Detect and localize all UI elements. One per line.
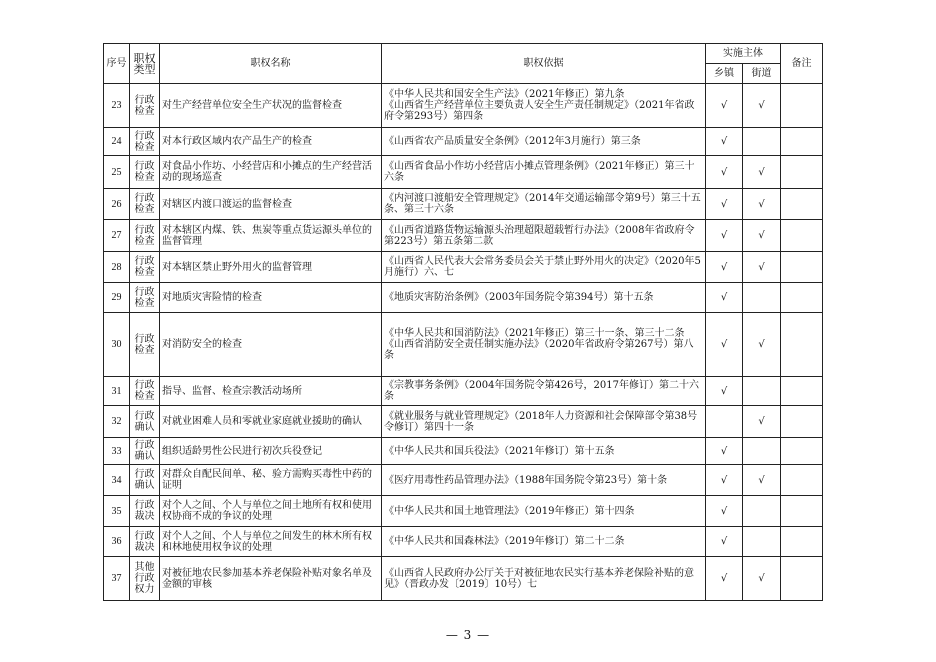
row-remark [781,189,823,220]
row-number: 26 [104,189,130,220]
page-number: — 3 — [445,628,491,642]
row-township-check: √ [706,252,743,283]
row-basis: 《中华人民共和国兵役法》（2021年修订）第十五条 [382,438,706,465]
row-name: 对生产经营单位安全生产状况的监督检查 [160,84,382,128]
row-remark [781,84,823,128]
row-street-check: √ [743,189,781,220]
row-basis: 《医疗用毒性药品管理办法》（1988年国务院令第23号）第十条 [382,465,706,496]
row-basis: 《中华人民共和国森林法》（2019年修订）第二十二条 [382,527,706,557]
row-township-check: √ [706,438,743,465]
table-row [104,406,823,438]
row-remark [781,128,823,156]
row-remark [781,438,823,465]
row-township-check [706,406,743,438]
table-row [104,220,823,252]
row-basis: 《山西省农产品质量安全条例》（2012年3月施行）第三条 [382,128,706,156]
row-basis: 《山西省道路货物运输源头治理超限超载暂行办法》（2008年省政府令第223号）第五条第二款 [382,220,706,252]
row-type: 行政裁决 [130,527,160,557]
row-type: 行政确认 [130,438,160,465]
row-township-check: √ [706,189,743,220]
row-type: 行政检查 [130,313,160,377]
row-number: 24 [104,128,130,156]
row-township-check: √ [706,283,743,313]
header-street: 街道 [743,64,781,84]
row-street-check: √ [743,252,781,283]
row-street-check [743,496,781,527]
row-type: 行政检查 [130,128,160,156]
row-name: 对个人之间、个人与单位之间土地所有权和使用权协商不成的争议的处理 [160,496,382,527]
row-remark [781,313,823,377]
row-street-check [743,377,781,406]
row-street-check: √ [743,156,781,189]
row-basis: 《宗教事务条例》（2004年国务院令第426号，2017年修订）第二十六条 [382,377,706,406]
row-street-check [743,527,781,557]
row-remark [781,496,823,527]
row-number: 36 [104,527,130,557]
row-street-check: √ [743,84,781,128]
row-name: 对本行政区域内农产品生产的检查 [160,128,382,156]
row-name: 对消防安全的检查 [160,313,382,377]
row-street-check [743,283,781,313]
row-type: 行政检查 [130,283,160,313]
table-row [104,313,823,377]
authority-table [103,43,823,601]
row-township-check: √ [706,557,743,601]
header-type: 职权类型 [130,44,160,84]
row-remark [781,465,823,496]
row-type: 行政检查 [130,252,160,283]
table-row [104,252,823,283]
row-name: 对群众自配民间单、秘、验方需购买毒性中药的证明 [160,465,382,496]
row-number: 30 [104,313,130,377]
row-basis: 《山西省人民政府办公厅关于对被征地农民实行基本养老保险补贴的意见》（晋政办发〔2019〕10号）七 [382,557,706,601]
row-type: 行政确认 [130,406,160,438]
table-row [104,465,823,496]
row-type: 行政裁决 [130,496,160,527]
row-name: 对地质灾害险情的检查 [160,283,382,313]
row-number: 28 [104,252,130,283]
row-street-check [743,128,781,156]
row-township-check: √ [706,128,743,156]
row-remark [781,406,823,438]
row-remark [781,377,823,406]
row-street-check: √ [743,220,781,252]
row-street-check: √ [743,313,781,377]
table-row [104,156,823,189]
row-number: 34 [104,465,130,496]
table-row [104,84,823,128]
row-basis: 《中华人民共和国安全生产法》（2021年修正）第九条 《山西省生产经营单位主要负责人安全生产责任制规定》（2021年省政府令第293号）第四条 [382,84,706,128]
row-township-check: √ [706,465,743,496]
table-row [104,438,823,465]
row-type: 行政检查 [130,189,160,220]
table-row [104,189,823,220]
row-township-check: √ [706,156,743,189]
row-township-check: √ [706,220,743,252]
row-number: 33 [104,438,130,465]
row-basis: 《地质灾害防治条例》（2003年国务院令第394号）第十五条 [382,283,706,313]
table-row [104,557,823,601]
row-name: 对就业困难人员和零就业家庭就业援助的确认 [160,406,382,438]
row-remark [781,156,823,189]
row-type: 行政检查 [130,156,160,189]
row-name: 对个人之间、个人与单位之间发生的林木所有权和林地使用权争议的处理 [160,527,382,557]
row-township-check: √ [706,496,743,527]
row-street-check [743,438,781,465]
table-body [104,84,823,601]
row-remark [781,220,823,252]
row-number: 35 [104,496,130,527]
row-township-check: √ [706,527,743,557]
row-basis: 《山西省食品小作坊小经营店小摊点管理条例》（2021年修正）第三十六条 [382,156,706,189]
row-name: 对辖区内渡口渡运的监督检查 [160,189,382,220]
row-name: 组织适龄男性公民进行初次兵役登记 [160,438,382,465]
row-basis: 《内河渡口渡船安全管理规定》（2014年交通运输部令第9号）第三十五条、第三十六条 [382,189,706,220]
row-street-check: √ [743,406,781,438]
row-remark [781,252,823,283]
row-remark [781,283,823,313]
row-number: 25 [104,156,130,189]
row-township-check: √ [706,377,743,406]
row-name: 对被征地农民参加基本养老保险补贴对象名单及金额的审核 [160,557,382,601]
header-basis: 职权依据 [382,44,706,84]
row-remark [781,557,823,601]
row-basis: 《山西省人民代表大会常务委员会关于禁止野外用火的决定》（2020年5月施行）六、七 [382,252,706,283]
row-number: 27 [104,220,130,252]
row-name: 指导、监督、检查宗教活动场所 [160,377,382,406]
row-number: 32 [104,406,130,438]
row-number: 23 [104,84,130,128]
row-type: 行政检查 [130,220,160,252]
row-street-check: √ [743,465,781,496]
table-row [104,496,823,527]
row-number: 29 [104,283,130,313]
table-row [104,128,823,156]
row-basis: 《中华人民共和国土地管理法》（2019年修正）第十四条 [382,496,706,527]
table-row [104,283,823,313]
header-subject: 实施主体 [706,44,781,64]
row-type: 行政检查 [130,377,160,406]
header-township: 乡镇 [706,64,743,84]
header-remark: 备注 [781,44,823,84]
row-type: 行政确认 [130,465,160,496]
table-row [104,377,823,406]
row-township-check: √ [706,84,743,128]
row-remark [781,527,823,557]
row-basis: 《就业服务与就业管理规定》（2018年人力资源和社会保障部令第38号令修订）第四十一条 [382,406,706,438]
row-name: 对本辖区禁止野外用火的监督管理 [160,252,382,283]
row-type: 行政检查 [130,84,160,128]
header-seq: 序号 [104,44,130,84]
row-name: 对本辖区内煤、铁、焦炭等重点货运源头单位的监督管理 [160,220,382,252]
row-street-check: √ [743,557,781,601]
row-basis: 《中华人民共和国消防法》（2021年修正）第三十一条、第三十二条 《山西省消防安全责任制实施办法》（2020年省政府令第267号）第八条 [382,313,706,377]
row-name: 对食品小作坊、小经营店和小摊点的生产经营活动的现场巡查 [160,156,382,189]
row-number: 37 [104,557,130,601]
row-township-check: √ [706,313,743,377]
header-name: 职权名称 [160,44,382,84]
row-type: 其他行政权力 [130,557,160,601]
row-number: 31 [104,377,130,406]
table-row [104,527,823,557]
